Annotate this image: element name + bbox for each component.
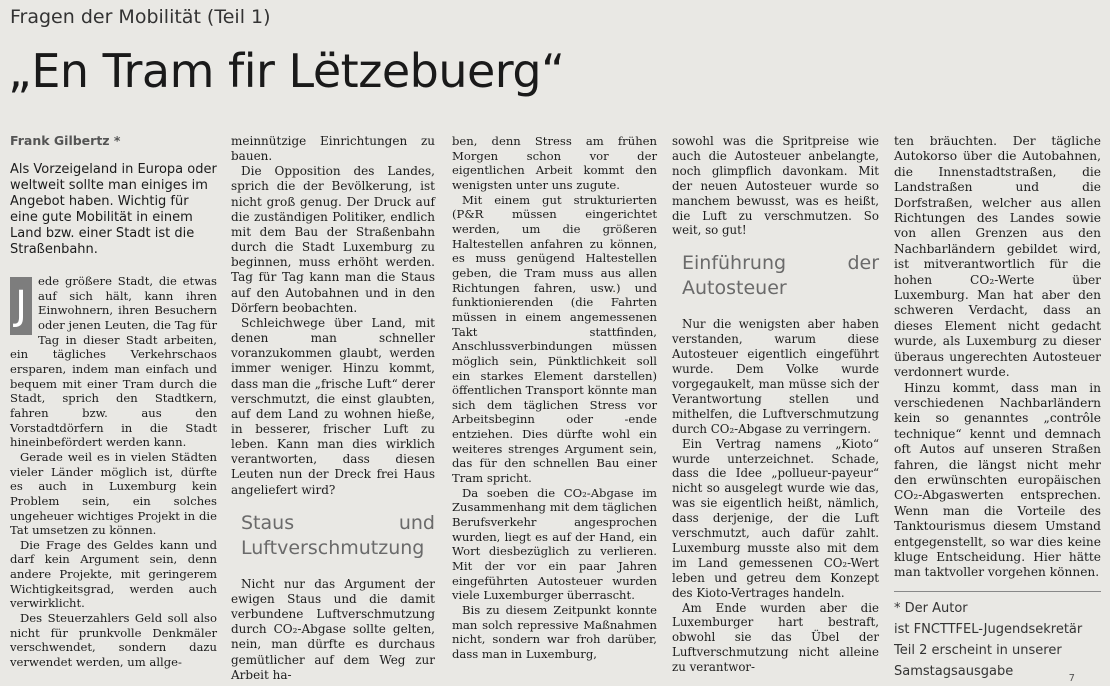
drop-cap: J (10, 277, 32, 335)
paragraph: Schleichwege über Land, mit denen man schneller voranzukommen glaubt, werden immer weniger. Hinzu kommt, dass man die „frische Luft“ derer verschmutzt, die einst glaubten, auf dem Land zu wohnen hieße, in besserer, frischer Luft zu leben. Kann man dies wirklich verantworten, dass diesen Leuten nun der Dreck frei Haus angeliefert wird? (231, 315, 435, 497)
column-2 (231, 134, 435, 683)
paragraph: Nicht nur das Argument der ewigen Staus und die damit verbundene Luftverschmutzung durch CO₂-Abgase sollte gelten, nein, man dürfte es durchaus gemütlicher auf dem Weg zur Arbeit ha- (231, 576, 435, 682)
author-note-line: * Der Autor (894, 600, 968, 616)
first-paragraph (10, 274, 217, 450)
paragraph: ten bräuchten. Der tägliche Autokorso über die Autobahnen, die Innenstadtstraßen, die Landstraßen und die Dorfstraßen, welcher aus allen Richtungen des Landes sowie von allen Grenzen aus den Nachbarländern gebildet wird, ist mitverantwortlich für die hohen CO₂-Werte über Luxemburg. Man hat aber den schweren Verdacht, dass an dieses Element nicht gedacht wurde, als Luxemburg zu dieser überaus ungerechten Autosteuer verdonnert wurde. (894, 134, 1101, 380)
kicker: Fragen der Mobilität (Teil 1) (10, 6, 271, 28)
paragraph-text: ede größere Stadt, die etwas auf sich hält, kann ihren Einwohnern, ihren Besuchern oder jenen Leuten, die Tag für Tag in dieser Stadt arbeiten, ein tägliches Verkehrschaos ersparen, indem man einfach und bequem mit einer Tram durch die Stadt, sprich den Stadtkern, fahren bzw. aus den Vorstadtdörfern in die Stadt hineinbefördert werden kann. (10, 274, 217, 450)
paragraph: Bis zu diesem Zeitpunkt konnte man solch repressive Maßnahmen nicht, sondern war froh darüber, dass man in Luxemburg, (452, 603, 657, 661)
paragraph: Da soeben die CO₂-Abgase im Zusammenhang mit dem täglichen Berufsverkehr angesprochen wurden, liegt es auf der Hand, ein Wort diesbezüglich zu verlieren. Mit der vor ein paar Jahren eingeführten Autosteuer wurden viele Luxemburger überrascht. (452, 485, 657, 603)
paragraph: Des Steuerzahlers Geld soll also nicht für prunkvolle Denkmäler verschwendet, sondern dazu verwendet werden, um allge- (10, 611, 217, 670)
column-3 (452, 134, 657, 662)
lead-paragraph: Als Vorzeigeland in Europa oder weltweit sollte man einiges im Angebot haben. Wichtig für eine gute Mobilität in einem Land bzw. einer Stadt ist die Straßenbahn. (10, 162, 217, 257)
paragraph: Ein Vertrag namens „Kioto“ wurde unterzeichnet. Schade, dass die Idee „pollueur-payeur“ nicht so ausgelegt wurde wie das, was sie eigentlich heißt, nämlich, dass derjenige, der die Luft verschmutzt, auch dafür zahlt. Luxemburg musste also mit dem im Land gemessenen CO₂-Wert leben und getreu dem Konzept des Kioto-Vertrages handeln. (672, 436, 879, 600)
subheading: Staus und Luftverschmutzung (241, 511, 435, 559)
paragraph: Die Opposition des Landes, sprich die der Bevölkerung, ist nicht groß genug. Der Druck auf die zuständigen Politiker, endlich mit dem Bau der Straßenbahn durch die Stadt Luxemburg zu beginnen, muss erhöht werden. Tag für Tag kann man die Staus auf den Autobahnen und in den Dörfern beobachten. (231, 164, 435, 315)
paragraph: Am Ende wurden aber die Luxemburger hart bestraft, obwohl sie das Übel der Luftverschmutzung nicht alleine zu verantwor- (672, 600, 879, 675)
column-1 (10, 134, 217, 670)
author-note-line: ist FNCTTFEL-Jugendsekretär (894, 621, 1083, 637)
paragraph: meinnützige Einrichtungen zu bauen. (231, 134, 435, 164)
author-note-line: Teil 2 erscheint in unserer (894, 642, 1062, 658)
subheading: Einführung der Autosteuer (682, 252, 879, 300)
author-note (894, 591, 1101, 682)
column-4 (672, 134, 879, 675)
author-byline: Frank Gilbertz * (10, 133, 121, 148)
paragraph: sowohl was die Spritpreise wie auch die Autosteuer anbelangte, noch glimpflich davonkam. Mit der neuen Autosteuer wurde so manchem bewusst, was es heißt, die Luft zu verschmutzen. So weit, so gut! (672, 134, 879, 238)
column-5 (894, 134, 1101, 682)
paragraph: ben, denn Stress am frühen Morgen schon vor der eigentlichen Arbeit kommt den wenigsten unter uns zugute. (452, 134, 657, 192)
author-note-line: Samstagsausgabe (894, 663, 1014, 679)
paragraph: Hinzu kommt, dass man in verschiedenen Nachbarländern kein so genanntes „contrôle technique“ kennt und demnach oft Autos auf unseren Straßen fahren, die längst nicht mehr den erwünschten europäischen CO₂-Abgaswerten entsprechen. Wenn man die Vorteile des Tanktourismus diesem Umstand entgegenstellt, so war dies keine kluge Entscheidung. Hier hätte man taktvoller vorgehen können. (894, 380, 1101, 580)
paragraph: Gerade weil es in vielen Städten vieler Länder möglich ist, dürfte es auch in Luxemburg kein Problem sein, ein solches ungeheuer wichtiges Projekt in die Tat umsetzen zu können. (10, 449, 217, 538)
paragraph: Nur die wenigsten aber haben verstanden, warum diese Autosteuer eigentlich eingeführt wurde. Dem Volke wurde vorgegaukelt, man müsse sich der Verantwortung stellen und mithelfen, die Luftverschmutzung durch CO₂-Abgase zu verringern. (672, 317, 879, 436)
page-number: 7 (1068, 673, 1075, 684)
paragraph: Die Frage des Geldes kann und darf kein Argument sein, denn andere Projekte, mit geringerem Wichtigkeitsgrad, werden auch verwirklicht. (10, 537, 217, 611)
paragraph: Mit einem gut strukturierten (P&R müssen eingerichtet werden, um die größeren Haltestellen anfahren zu können, es muss genügend Haltestellen geben, die Tram muss aus allen Richtungen fahren, usw.) und funktionierenden (die Fahrten müssen in einem angemessenen Takt stattfinden, Anschlussverbindungen müssen möglich sein, Pünktlichkeit soll ein starkes Element darstellen) öffentlichen Transport könnte man sich dem täglichen Stress vor Arbeitsbeginn oder -ende entziehen. Dies dürfte wohl ein weiteres strenges Argument sein, das für den schnellen Bau einer Tram spricht. (452, 192, 658, 486)
headline: „En Tram fir Lëtzebuerg“ (8, 44, 565, 98)
